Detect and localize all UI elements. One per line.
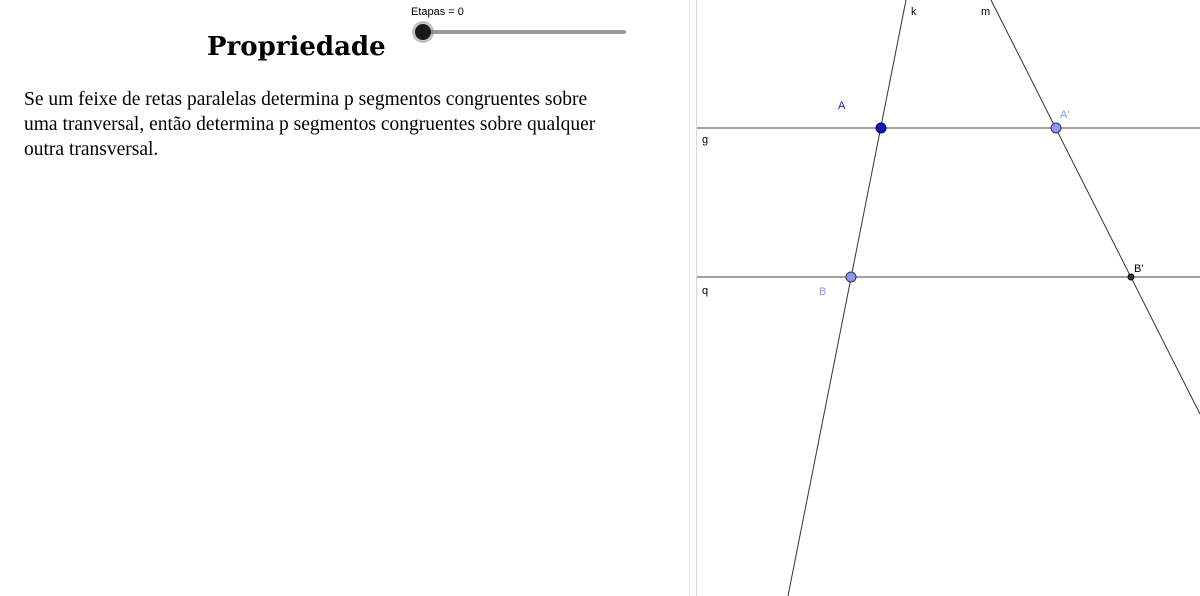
line-label-q: q: [702, 285, 709, 297]
point-a[interactable]: [876, 123, 886, 133]
etapas-slider[interactable]: [413, 22, 629, 42]
graphics-view[interactable]: [697, 0, 1200, 596]
statement-line: outra transversal.: [24, 139, 159, 160]
statement-line: Se um feixe de retas paralelas determina p segmentos congruentes sobre: [24, 89, 588, 110]
property-statement: [24, 87, 654, 162]
line-m[interactable]: [991, 0, 1200, 414]
page-title: Propriedade: [207, 32, 386, 62]
point-a-prime[interactable]: [1051, 123, 1061, 133]
slider-knob[interactable]: [415, 24, 431, 40]
statement-line: uma tranversal, então determina p segmentos congruentes sobre qualquer: [24, 114, 596, 135]
point-b[interactable]: [846, 272, 856, 282]
line-label-m: m: [981, 6, 991, 18]
point-label-a: A: [838, 100, 846, 112]
slider-label: Etapas = 0: [411, 6, 464, 18]
point-label-b: B: [819, 286, 827, 298]
line-label-k: k: [911, 6, 917, 18]
geometry-canvas[interactable]: [697, 0, 1200, 596]
line-label-g: g: [702, 134, 709, 146]
line-k[interactable]: [788, 0, 906, 596]
point-label-b-prime: B': [1134, 263, 1144, 275]
point-label-a-prime: A': [1060, 109, 1070, 121]
slider-track[interactable]: [421, 30, 626, 34]
view-divider[interactable]: [689, 0, 697, 596]
